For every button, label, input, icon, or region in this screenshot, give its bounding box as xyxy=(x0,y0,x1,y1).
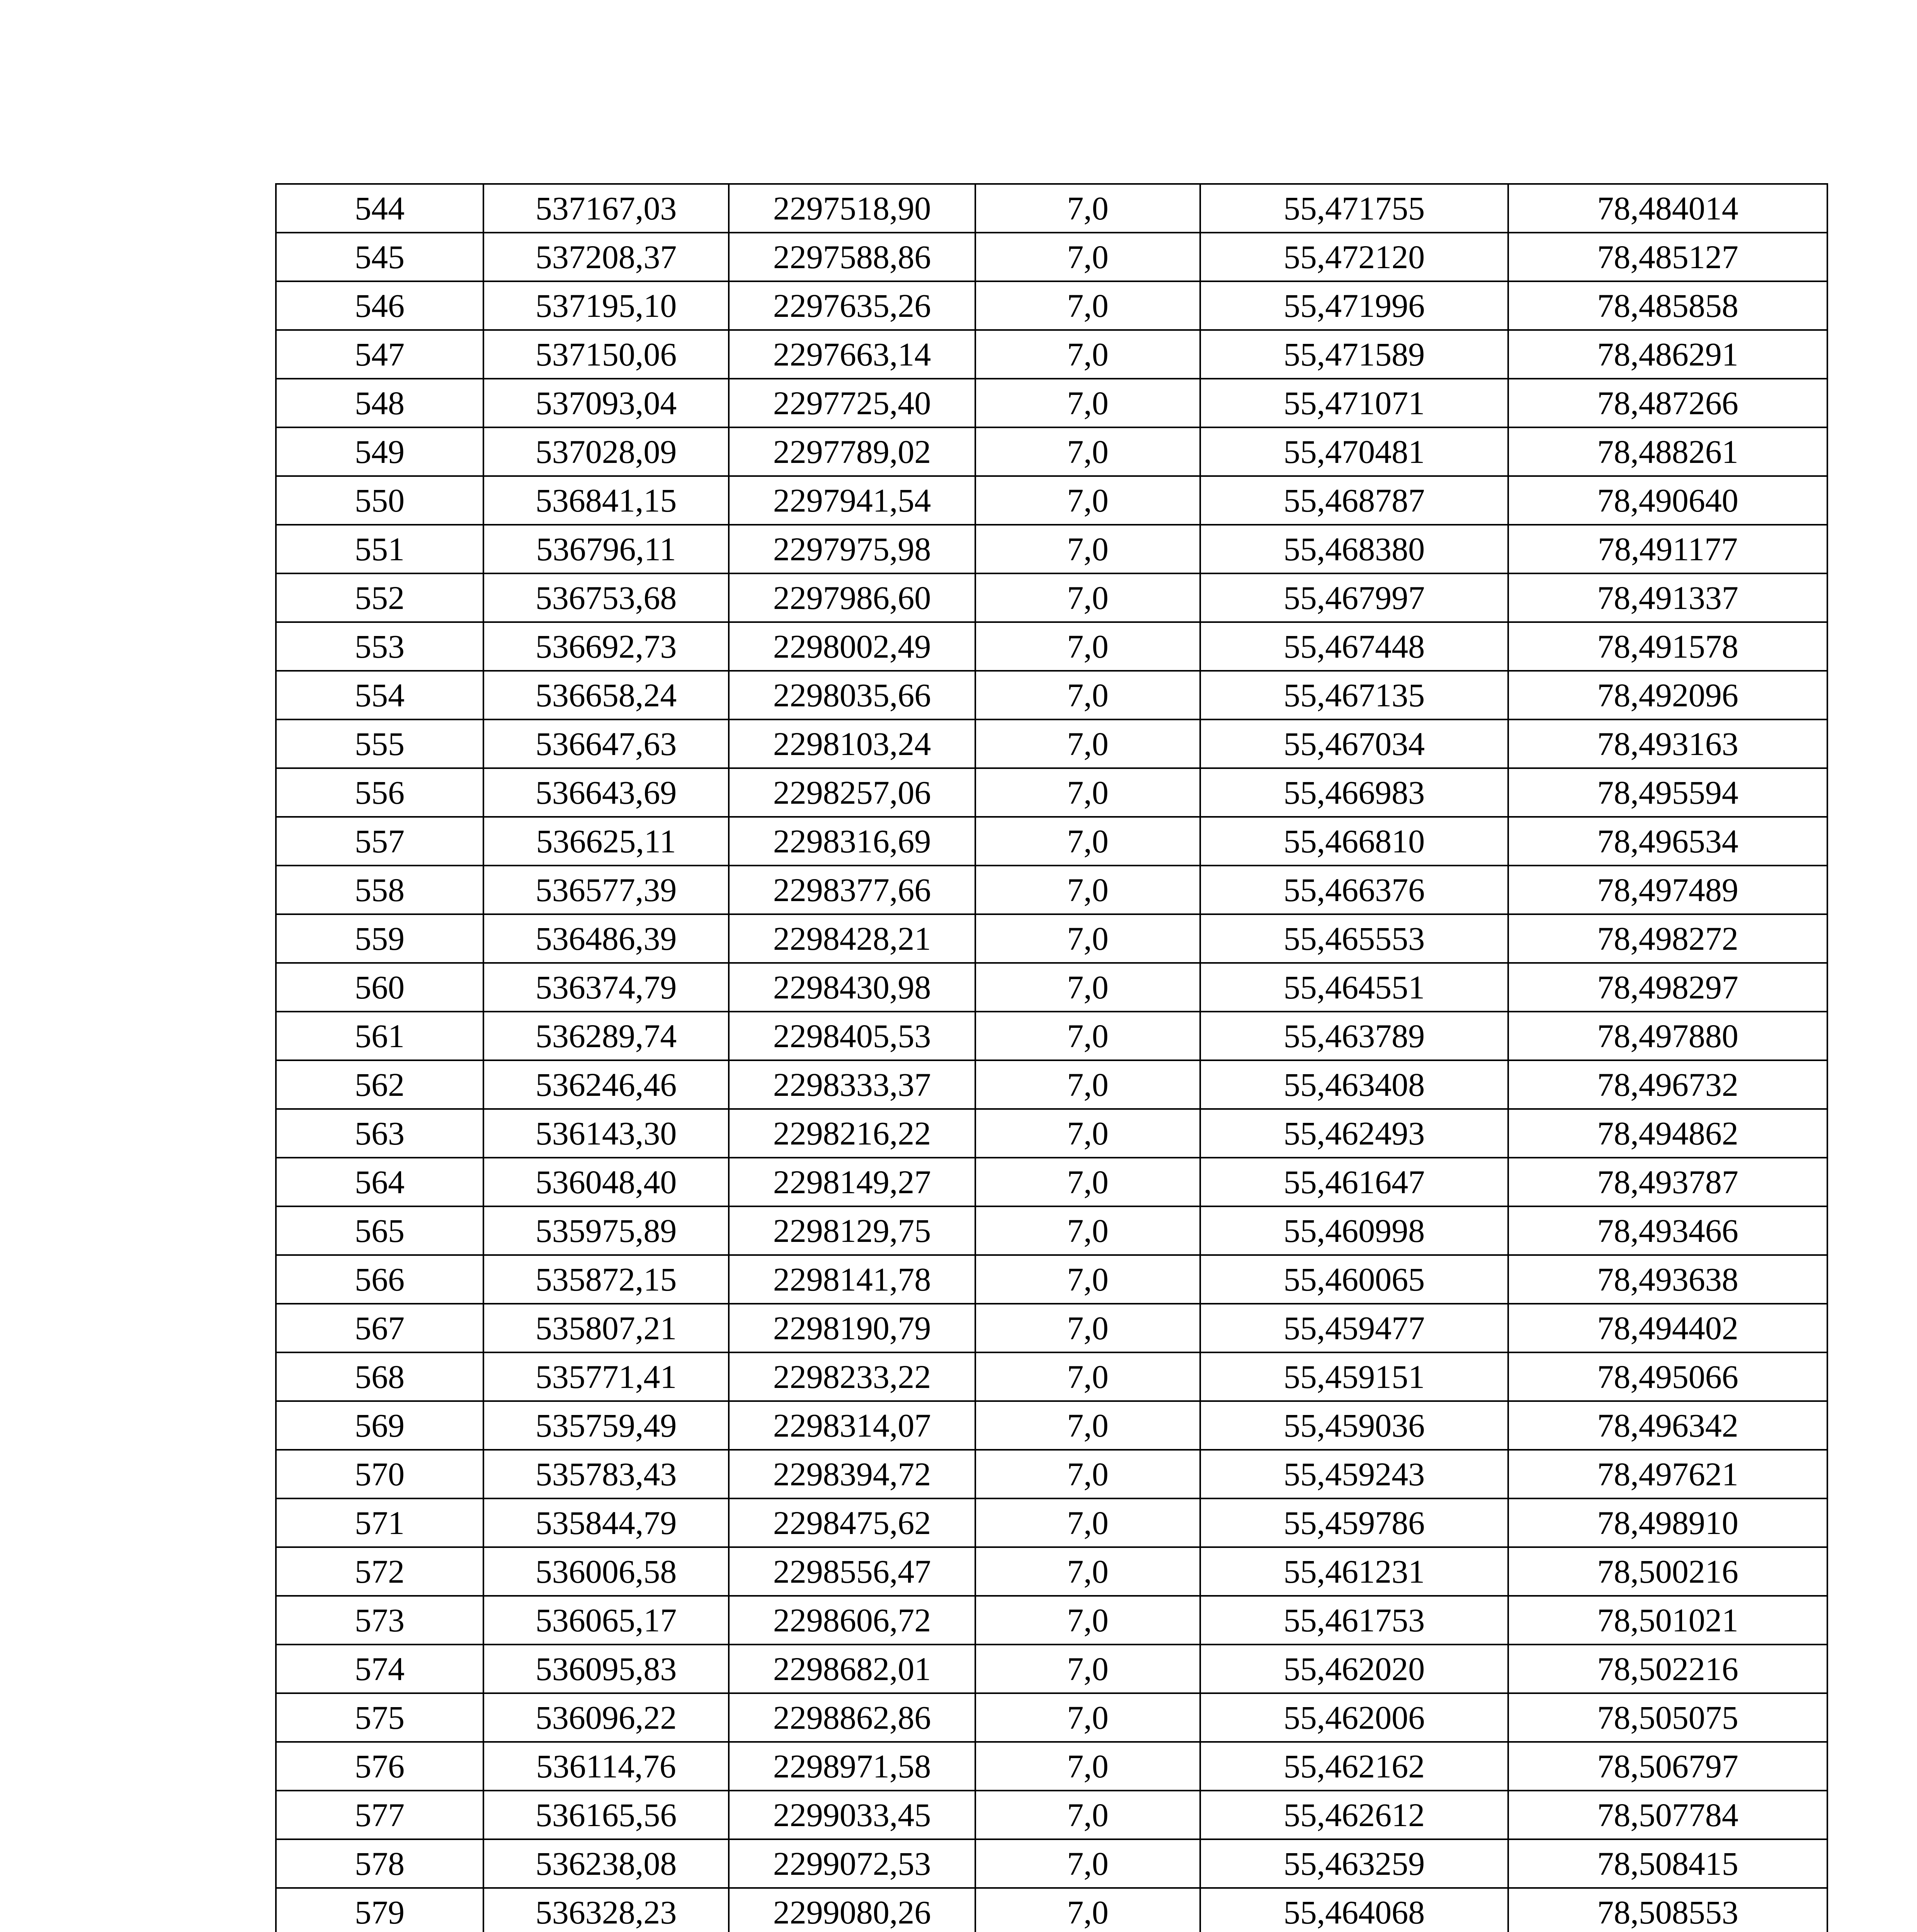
y-coordinate-cell: 2297588,86 xyxy=(729,233,975,281)
longitude-cell: 78,486291 xyxy=(1508,330,1827,379)
x-coordinate-cell: 535759,49 xyxy=(483,1401,729,1450)
accuracy-cell: 7,0 xyxy=(975,1693,1200,1742)
point-number-cell: 559 xyxy=(276,914,483,963)
latitude-cell: 55,471996 xyxy=(1200,281,1508,330)
latitude-cell: 55,463259 xyxy=(1200,1839,1508,1888)
x-coordinate-cell: 536114,76 xyxy=(483,1742,729,1791)
accuracy-cell: 7,0 xyxy=(975,184,1200,233)
longitude-cell: 78,485858 xyxy=(1508,281,1827,330)
y-coordinate-cell: 2298556,47 xyxy=(729,1547,975,1596)
latitude-cell: 55,466810 xyxy=(1200,817,1508,866)
longitude-cell: 78,484014 xyxy=(1508,184,1827,233)
y-coordinate-cell: 2298430,98 xyxy=(729,963,975,1012)
longitude-cell: 78,488261 xyxy=(1508,427,1827,476)
table-row xyxy=(276,1742,1827,1791)
point-number-cell: 578 xyxy=(276,1839,483,1888)
longitude-cell: 78,496534 xyxy=(1508,817,1827,866)
point-number-cell: 561 xyxy=(276,1012,483,1060)
x-coordinate-cell: 536692,73 xyxy=(483,622,729,671)
point-number-cell: 574 xyxy=(276,1645,483,1693)
accuracy-cell: 7,0 xyxy=(975,1352,1200,1401)
y-coordinate-cell: 2298233,22 xyxy=(729,1352,975,1401)
accuracy-cell: 7,0 xyxy=(975,573,1200,622)
longitude-cell: 78,496342 xyxy=(1508,1401,1827,1450)
accuracy-cell: 7,0 xyxy=(975,1060,1200,1109)
longitude-cell: 78,508415 xyxy=(1508,1839,1827,1888)
longitude-cell: 78,493787 xyxy=(1508,1158,1827,1206)
accuracy-cell: 7,0 xyxy=(975,1547,1200,1596)
coordinates-table-body xyxy=(276,184,1827,1932)
x-coordinate-cell: 536095,83 xyxy=(483,1645,729,1693)
accuracy-cell: 7,0 xyxy=(975,1206,1200,1255)
y-coordinate-cell: 2297635,26 xyxy=(729,281,975,330)
y-coordinate-cell: 2297789,02 xyxy=(729,427,975,476)
latitude-cell: 55,467034 xyxy=(1200,719,1508,768)
x-coordinate-cell: 536065,17 xyxy=(483,1596,729,1645)
y-coordinate-cell: 2298606,72 xyxy=(729,1596,975,1645)
point-number-cell: 550 xyxy=(276,476,483,525)
accuracy-cell: 7,0 xyxy=(975,914,1200,963)
table-row xyxy=(276,379,1827,427)
point-number-cell: 564 xyxy=(276,1158,483,1206)
y-coordinate-cell: 2298971,58 xyxy=(729,1742,975,1791)
accuracy-cell: 7,0 xyxy=(975,768,1200,817)
table-row xyxy=(276,1450,1827,1498)
accuracy-cell: 7,0 xyxy=(975,622,1200,671)
table-row xyxy=(276,1596,1827,1645)
accuracy-cell: 7,0 xyxy=(975,476,1200,525)
point-number-cell: 570 xyxy=(276,1450,483,1498)
point-number-cell: 558 xyxy=(276,866,483,914)
y-coordinate-cell: 2299080,26 xyxy=(729,1888,975,1932)
x-coordinate-cell: 535975,89 xyxy=(483,1206,729,1255)
longitude-cell: 78,494862 xyxy=(1508,1109,1827,1158)
point-number-cell: 567 xyxy=(276,1304,483,1352)
point-number-cell: 556 xyxy=(276,768,483,817)
longitude-cell: 78,495594 xyxy=(1508,768,1827,817)
point-number-cell: 576 xyxy=(276,1742,483,1791)
point-number-cell: 552 xyxy=(276,573,483,622)
accuracy-cell: 7,0 xyxy=(975,1109,1200,1158)
point-number-cell: 569 xyxy=(276,1401,483,1450)
y-coordinate-cell: 2298129,75 xyxy=(729,1206,975,1255)
point-number-cell: 573 xyxy=(276,1596,483,1645)
point-number-cell: 546 xyxy=(276,281,483,330)
x-coordinate-cell: 537150,06 xyxy=(483,330,729,379)
accuracy-cell: 7,0 xyxy=(975,1401,1200,1450)
y-coordinate-cell: 2298682,01 xyxy=(729,1645,975,1693)
table-row xyxy=(276,866,1827,914)
longitude-cell: 78,493163 xyxy=(1508,719,1827,768)
longitude-cell: 78,497880 xyxy=(1508,1012,1827,1060)
x-coordinate-cell: 536658,24 xyxy=(483,671,729,719)
accuracy-cell: 7,0 xyxy=(975,1791,1200,1839)
latitude-cell: 55,467448 xyxy=(1200,622,1508,671)
x-coordinate-cell: 536486,39 xyxy=(483,914,729,963)
table-row xyxy=(276,1352,1827,1401)
y-coordinate-cell: 2297518,90 xyxy=(729,184,975,233)
accuracy-cell: 7,0 xyxy=(975,963,1200,1012)
x-coordinate-cell: 536006,58 xyxy=(483,1547,729,1596)
y-coordinate-cell: 2298405,53 xyxy=(729,1012,975,1060)
accuracy-cell: 7,0 xyxy=(975,330,1200,379)
longitude-cell: 78,497489 xyxy=(1508,866,1827,914)
y-coordinate-cell: 2297941,54 xyxy=(729,476,975,525)
y-coordinate-cell: 2298103,24 xyxy=(729,719,975,768)
longitude-cell: 78,498272 xyxy=(1508,914,1827,963)
accuracy-cell: 7,0 xyxy=(975,719,1200,768)
coordinates-table xyxy=(275,183,1828,1932)
longitude-cell: 78,497621 xyxy=(1508,1450,1827,1498)
y-coordinate-cell: 2298035,66 xyxy=(729,671,975,719)
x-coordinate-cell: 536143,30 xyxy=(483,1109,729,1158)
x-coordinate-cell: 536841,15 xyxy=(483,476,729,525)
table-row xyxy=(276,817,1827,866)
longitude-cell: 78,498297 xyxy=(1508,963,1827,1012)
point-number-cell: 571 xyxy=(276,1498,483,1547)
accuracy-cell: 7,0 xyxy=(975,1498,1200,1547)
table-row xyxy=(276,1645,1827,1693)
table-row xyxy=(276,1206,1827,1255)
longitude-cell: 78,494402 xyxy=(1508,1304,1827,1352)
accuracy-cell: 7,0 xyxy=(975,1742,1200,1791)
accuracy-cell: 7,0 xyxy=(975,379,1200,427)
point-number-cell: 554 xyxy=(276,671,483,719)
latitude-cell: 55,467997 xyxy=(1200,573,1508,622)
table-row xyxy=(276,476,1827,525)
accuracy-cell: 7,0 xyxy=(975,817,1200,866)
y-coordinate-cell: 2298394,72 xyxy=(729,1450,975,1498)
x-coordinate-cell: 535844,79 xyxy=(483,1498,729,1547)
table-row xyxy=(276,184,1827,233)
point-number-cell: 568 xyxy=(276,1352,483,1401)
y-coordinate-cell: 2298216,22 xyxy=(729,1109,975,1158)
table-row xyxy=(276,1839,1827,1888)
accuracy-cell: 7,0 xyxy=(975,427,1200,476)
x-coordinate-cell: 536796,11 xyxy=(483,525,729,573)
table-row xyxy=(276,1498,1827,1547)
y-coordinate-cell: 2297663,14 xyxy=(729,330,975,379)
longitude-cell: 78,498910 xyxy=(1508,1498,1827,1547)
y-coordinate-cell: 2298141,78 xyxy=(729,1255,975,1304)
table-row xyxy=(276,1304,1827,1352)
table-row xyxy=(276,1255,1827,1304)
latitude-cell: 55,462006 xyxy=(1200,1693,1508,1742)
longitude-cell: 78,493466 xyxy=(1508,1206,1827,1255)
latitude-cell: 55,462020 xyxy=(1200,1645,1508,1693)
y-coordinate-cell: 2298314,07 xyxy=(729,1401,975,1450)
point-number-cell: 566 xyxy=(276,1255,483,1304)
x-coordinate-cell: 536096,22 xyxy=(483,1693,729,1742)
longitude-cell: 78,508553 xyxy=(1508,1888,1827,1932)
latitude-cell: 55,460065 xyxy=(1200,1255,1508,1304)
table-row xyxy=(276,1888,1827,1932)
longitude-cell: 78,491177 xyxy=(1508,525,1827,573)
table-row xyxy=(276,914,1827,963)
y-coordinate-cell: 2298190,79 xyxy=(729,1304,975,1352)
latitude-cell: 55,464551 xyxy=(1200,963,1508,1012)
x-coordinate-cell: 535771,41 xyxy=(483,1352,729,1401)
y-coordinate-cell: 2297975,98 xyxy=(729,525,975,573)
accuracy-cell: 7,0 xyxy=(975,281,1200,330)
accuracy-cell: 7,0 xyxy=(975,1158,1200,1206)
point-number-cell: 572 xyxy=(276,1547,483,1596)
point-number-cell: 545 xyxy=(276,233,483,281)
latitude-cell: 55,459243 xyxy=(1200,1450,1508,1498)
longitude-cell: 78,491337 xyxy=(1508,573,1827,622)
point-number-cell: 548 xyxy=(276,379,483,427)
point-number-cell: 549 xyxy=(276,427,483,476)
latitude-cell: 55,459786 xyxy=(1200,1498,1508,1547)
accuracy-cell: 7,0 xyxy=(975,1888,1200,1932)
longitude-cell: 78,500216 xyxy=(1508,1547,1827,1596)
longitude-cell: 78,487266 xyxy=(1508,379,1827,427)
y-coordinate-cell: 2299033,45 xyxy=(729,1791,975,1839)
x-coordinate-cell: 537208,37 xyxy=(483,233,729,281)
latitude-cell: 55,465553 xyxy=(1200,914,1508,963)
table-row xyxy=(276,1401,1827,1450)
x-coordinate-cell: 536647,63 xyxy=(483,719,729,768)
longitude-cell: 78,506797 xyxy=(1508,1742,1827,1791)
latitude-cell: 55,468787 xyxy=(1200,476,1508,525)
table-row xyxy=(276,1012,1827,1060)
latitude-cell: 55,472120 xyxy=(1200,233,1508,281)
longitude-cell: 78,496732 xyxy=(1508,1060,1827,1109)
accuracy-cell: 7,0 xyxy=(975,866,1200,914)
longitude-cell: 78,485127 xyxy=(1508,233,1827,281)
y-coordinate-cell: 2297725,40 xyxy=(729,379,975,427)
longitude-cell: 78,507784 xyxy=(1508,1791,1827,1839)
latitude-cell: 55,471755 xyxy=(1200,184,1508,233)
point-number-cell: 553 xyxy=(276,622,483,671)
point-number-cell: 577 xyxy=(276,1791,483,1839)
point-number-cell: 544 xyxy=(276,184,483,233)
table-row xyxy=(276,1060,1827,1109)
point-number-cell: 579 xyxy=(276,1888,483,1932)
x-coordinate-cell: 536753,68 xyxy=(483,573,729,622)
x-coordinate-cell: 536165,56 xyxy=(483,1791,729,1839)
accuracy-cell: 7,0 xyxy=(975,671,1200,719)
x-coordinate-cell: 536625,11 xyxy=(483,817,729,866)
latitude-cell: 55,468380 xyxy=(1200,525,1508,573)
latitude-cell: 55,459151 xyxy=(1200,1352,1508,1401)
latitude-cell: 55,462493 xyxy=(1200,1109,1508,1158)
table-row xyxy=(276,573,1827,622)
x-coordinate-cell: 537093,04 xyxy=(483,379,729,427)
table-row xyxy=(276,1547,1827,1596)
accuracy-cell: 7,0 xyxy=(975,525,1200,573)
y-coordinate-cell: 2297986,60 xyxy=(729,573,975,622)
table-row xyxy=(276,1791,1827,1839)
table-row xyxy=(276,427,1827,476)
latitude-cell: 55,459477 xyxy=(1200,1304,1508,1352)
y-coordinate-cell: 2298333,37 xyxy=(729,1060,975,1109)
x-coordinate-cell: 535807,21 xyxy=(483,1304,729,1352)
accuracy-cell: 7,0 xyxy=(975,1596,1200,1645)
x-coordinate-cell: 535872,15 xyxy=(483,1255,729,1304)
y-coordinate-cell: 2298149,27 xyxy=(729,1158,975,1206)
longitude-cell: 78,495066 xyxy=(1508,1352,1827,1401)
y-coordinate-cell: 2298862,86 xyxy=(729,1693,975,1742)
x-coordinate-cell: 536374,79 xyxy=(483,963,729,1012)
table-row xyxy=(276,1158,1827,1206)
latitude-cell: 55,461647 xyxy=(1200,1158,1508,1206)
y-coordinate-cell: 2298377,66 xyxy=(729,866,975,914)
longitude-cell: 78,492096 xyxy=(1508,671,1827,719)
accuracy-cell: 7,0 xyxy=(975,1304,1200,1352)
latitude-cell: 55,471589 xyxy=(1200,330,1508,379)
point-number-cell: 575 xyxy=(276,1693,483,1742)
latitude-cell: 55,466983 xyxy=(1200,768,1508,817)
y-coordinate-cell: 2298257,06 xyxy=(729,768,975,817)
accuracy-cell: 7,0 xyxy=(975,1645,1200,1693)
table-row xyxy=(276,671,1827,719)
x-coordinate-cell: 536577,39 xyxy=(483,866,729,914)
longitude-cell: 78,502216 xyxy=(1508,1645,1827,1693)
accuracy-cell: 7,0 xyxy=(975,1839,1200,1888)
table-row xyxy=(276,963,1827,1012)
x-coordinate-cell: 536048,40 xyxy=(483,1158,729,1206)
accuracy-cell: 7,0 xyxy=(975,1255,1200,1304)
latitude-cell: 55,463789 xyxy=(1200,1012,1508,1060)
latitude-cell: 55,459036 xyxy=(1200,1401,1508,1450)
x-coordinate-cell: 537028,09 xyxy=(483,427,729,476)
table-row xyxy=(276,525,1827,573)
point-number-cell: 565 xyxy=(276,1206,483,1255)
y-coordinate-cell: 2298002,49 xyxy=(729,622,975,671)
latitude-cell: 55,470481 xyxy=(1200,427,1508,476)
x-coordinate-cell: 535783,43 xyxy=(483,1450,729,1498)
table-row xyxy=(276,719,1827,768)
x-coordinate-cell: 536643,69 xyxy=(483,768,729,817)
table-row xyxy=(276,1109,1827,1158)
longitude-cell: 78,501021 xyxy=(1508,1596,1827,1645)
x-coordinate-cell: 537167,03 xyxy=(483,184,729,233)
point-number-cell: 551 xyxy=(276,525,483,573)
latitude-cell: 55,460998 xyxy=(1200,1206,1508,1255)
table-row xyxy=(276,233,1827,281)
longitude-cell: 78,491578 xyxy=(1508,622,1827,671)
point-number-cell: 560 xyxy=(276,963,483,1012)
latitude-cell: 55,467135 xyxy=(1200,671,1508,719)
table-row xyxy=(276,622,1827,671)
longitude-cell: 78,505075 xyxy=(1508,1693,1827,1742)
point-number-cell: 555 xyxy=(276,719,483,768)
y-coordinate-cell: 2298316,69 xyxy=(729,817,975,866)
point-number-cell: 557 xyxy=(276,817,483,866)
latitude-cell: 55,466376 xyxy=(1200,866,1508,914)
point-number-cell: 563 xyxy=(276,1109,483,1158)
accuracy-cell: 7,0 xyxy=(975,1450,1200,1498)
latitude-cell: 55,462162 xyxy=(1200,1742,1508,1791)
table-row xyxy=(276,1693,1827,1742)
table-row xyxy=(276,768,1827,817)
latitude-cell: 55,464068 xyxy=(1200,1888,1508,1932)
longitude-cell: 78,490640 xyxy=(1508,476,1827,525)
accuracy-cell: 7,0 xyxy=(975,1012,1200,1060)
table-row xyxy=(276,281,1827,330)
x-coordinate-cell: 536238,08 xyxy=(483,1839,729,1888)
latitude-cell: 55,471071 xyxy=(1200,379,1508,427)
y-coordinate-cell: 2298475,62 xyxy=(729,1498,975,1547)
point-number-cell: 562 xyxy=(276,1060,483,1109)
x-coordinate-cell: 536289,74 xyxy=(483,1012,729,1060)
longitude-cell: 78,493638 xyxy=(1508,1255,1827,1304)
y-coordinate-cell: 2298428,21 xyxy=(729,914,975,963)
point-number-cell: 547 xyxy=(276,330,483,379)
table-row xyxy=(276,330,1827,379)
latitude-cell: 55,461753 xyxy=(1200,1596,1508,1645)
y-coordinate-cell: 2299072,53 xyxy=(729,1839,975,1888)
x-coordinate-cell: 537195,10 xyxy=(483,281,729,330)
latitude-cell: 55,463408 xyxy=(1200,1060,1508,1109)
accuracy-cell: 7,0 xyxy=(975,233,1200,281)
latitude-cell: 55,462612 xyxy=(1200,1791,1508,1839)
latitude-cell: 55,461231 xyxy=(1200,1547,1508,1596)
x-coordinate-cell: 536328,23 xyxy=(483,1888,729,1932)
x-coordinate-cell: 536246,46 xyxy=(483,1060,729,1109)
